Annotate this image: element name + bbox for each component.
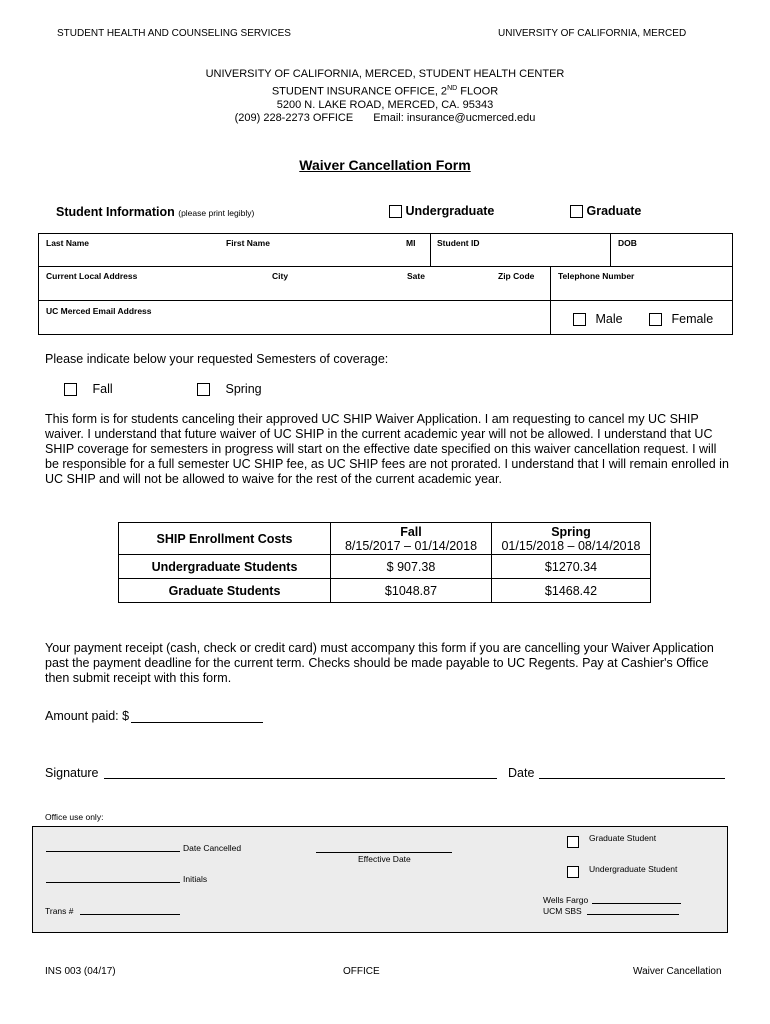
- graduate-student-checkbox[interactable]: [567, 833, 579, 851]
- city-label: City: [272, 271, 289, 281]
- ucm-sbs-label: UCM SBS: [543, 906, 582, 916]
- row-label: Undergraduate Students: [119, 555, 331, 579]
- address-line-1: UNIVERSITY OF CALIFORNIA, MERCED, STUDENT HEALTH CENTER: [205, 68, 565, 80]
- footer-office: OFFICE: [343, 966, 380, 977]
- spring-label: Spring: [225, 382, 262, 396]
- student-id-label: Student ID: [437, 238, 480, 248]
- mi-label: MI: [406, 238, 416, 248]
- amount-paid-label: Amount paid: $: [45, 709, 130, 723]
- page-title: Waiver Cancellation Form: [299, 157, 471, 173]
- effective-date-label: Effective Date: [358, 854, 411, 864]
- payment-statement: Your payment receipt (cash, check or credit card) must accompany this form if you are cancelling your Waiver Application past the payment deadline for the current term. Checks should be made payable to UC Regents. Pay at Cashier's Office then submit receipt with this form.: [45, 641, 714, 685]
- state-label: Sate: [407, 271, 425, 281]
- table-header-fall: Fall 8/15/2017 – 01/14/2018: [331, 523, 492, 555]
- female-option[interactable]: [649, 312, 713, 326]
- undergraduate-checkbox[interactable]: [389, 205, 402, 218]
- last-name-label: Last Name: [46, 238, 89, 248]
- first-name-label: First Name: [226, 238, 270, 248]
- undergraduate-label: Undergraduate: [405, 204, 495, 218]
- dob-label: DOB: [618, 238, 637, 248]
- fall-label: Fall: [92, 382, 113, 396]
- undergraduate-student-checkbox[interactable]: [567, 863, 579, 881]
- zip-label: Zip Code: [498, 271, 535, 281]
- graduate-label: Graduate: [586, 204, 642, 218]
- signature-field[interactable]: [104, 778, 497, 779]
- row-fall-cost: $ 907.38: [331, 555, 492, 579]
- table-row: [119, 555, 651, 579]
- wells-fargo-field[interactable]: [592, 903, 681, 904]
- date-cancelled-field[interactable]: [46, 851, 180, 852]
- signature-label: Signature: [45, 766, 99, 780]
- undergraduate-student-label: Undergraduate Student: [589, 864, 678, 874]
- address-line-2: STUDENT INSURANCE OFFICE, 2ND FLOOR: [271, 84, 499, 98]
- fall-checkbox[interactable]: [64, 383, 77, 396]
- row-fall-cost: $1048.87: [331, 579, 492, 603]
- table-row: [119, 579, 651, 603]
- footer-form-name: Waiver Cancellation: [633, 966, 722, 977]
- spring-option[interactable]: [197, 382, 262, 396]
- amount-paid-field[interactable]: [131, 722, 263, 723]
- ship-costs-table: [118, 522, 651, 603]
- row-spring-cost: $1468.42: [492, 579, 651, 603]
- row-spring-cost: $1270.34: [492, 555, 651, 579]
- date-label: Date: [508, 766, 535, 780]
- male-option[interactable]: [573, 312, 623, 326]
- initials-field[interactable]: [46, 882, 180, 883]
- row-label: Graduate Students: [119, 579, 331, 603]
- address-line-4: (209) 228-2273 OFFICE Email: insurance@ucmerced.edu: [234, 112, 536, 125]
- trans-label: Trans #: [45, 906, 74, 916]
- effective-date-field[interactable]: [316, 852, 452, 853]
- graduate-student-label: Graduate Student: [589, 833, 657, 843]
- address-line-3: 5200 N. LAKE ROAD, MERCED, CA. 95343: [276, 98, 494, 111]
- graduate-checkbox[interactable]: [570, 205, 583, 218]
- table-header-spring: Spring 01/15/2018 – 08/14/2018: [492, 523, 651, 555]
- undergraduate-option[interactable]: [389, 204, 494, 218]
- graduate-option[interactable]: [570, 204, 641, 218]
- header-right: UNIVERSITY OF CALIFORNIA, MERCED: [498, 28, 687, 39]
- email-label: UC Merced Email Address: [46, 306, 152, 316]
- date-cancelled-label: Date Cancelled: [183, 843, 242, 853]
- wells-fargo-label: Wells Fargo: [543, 895, 589, 905]
- office-use-label: Office use only:: [45, 812, 104, 822]
- semesters-prompt: Please indicate below your requested Semesters of coverage:: [45, 352, 389, 366]
- male-checkbox[interactable]: [573, 313, 586, 326]
- trans-field[interactable]: [80, 914, 180, 915]
- address-label: Current Local Address: [46, 271, 138, 281]
- table-header-costs: SHIP Enrollment Costs: [119, 523, 331, 555]
- footer-form-number: INS 003 (04/17): [45, 966, 116, 977]
- waiver-statement: This form is for students canceling their approved UC SHIP Waiver Application. I am requesting to cancel my UC SHIP waiver. I understand that future waiver of UC SHIP in the current academic year will not be allowed. I understand that UC SHIP coverage for semesters in progress will start on the effective date specified on this waiver cancellation request. I will be responsible for a full semester UC SHIP fee, as UC SHIP fees are not prorated. I understand that I will remain enrolled in UC SHIP and will not be allowed to waive for the rest of the current academic year.: [45, 412, 729, 486]
- student-info-label: Student Information (please print legibly): [56, 205, 255, 219]
- header-left: STUDENT HEALTH AND COUNSELING SERVICES: [57, 28, 291, 39]
- address-block: [0, 68, 770, 126]
- initials-label: Initials: [183, 874, 208, 884]
- female-label: Female: [671, 312, 714, 326]
- spring-checkbox[interactable]: [197, 383, 210, 396]
- female-checkbox[interactable]: [649, 313, 662, 326]
- male-label: Male: [595, 312, 623, 326]
- date-field[interactable]: [539, 778, 725, 779]
- phone-label: Telephone Number: [558, 271, 635, 281]
- fall-option[interactable]: [64, 382, 113, 396]
- ucm-sbs-field[interactable]: [587, 914, 679, 915]
